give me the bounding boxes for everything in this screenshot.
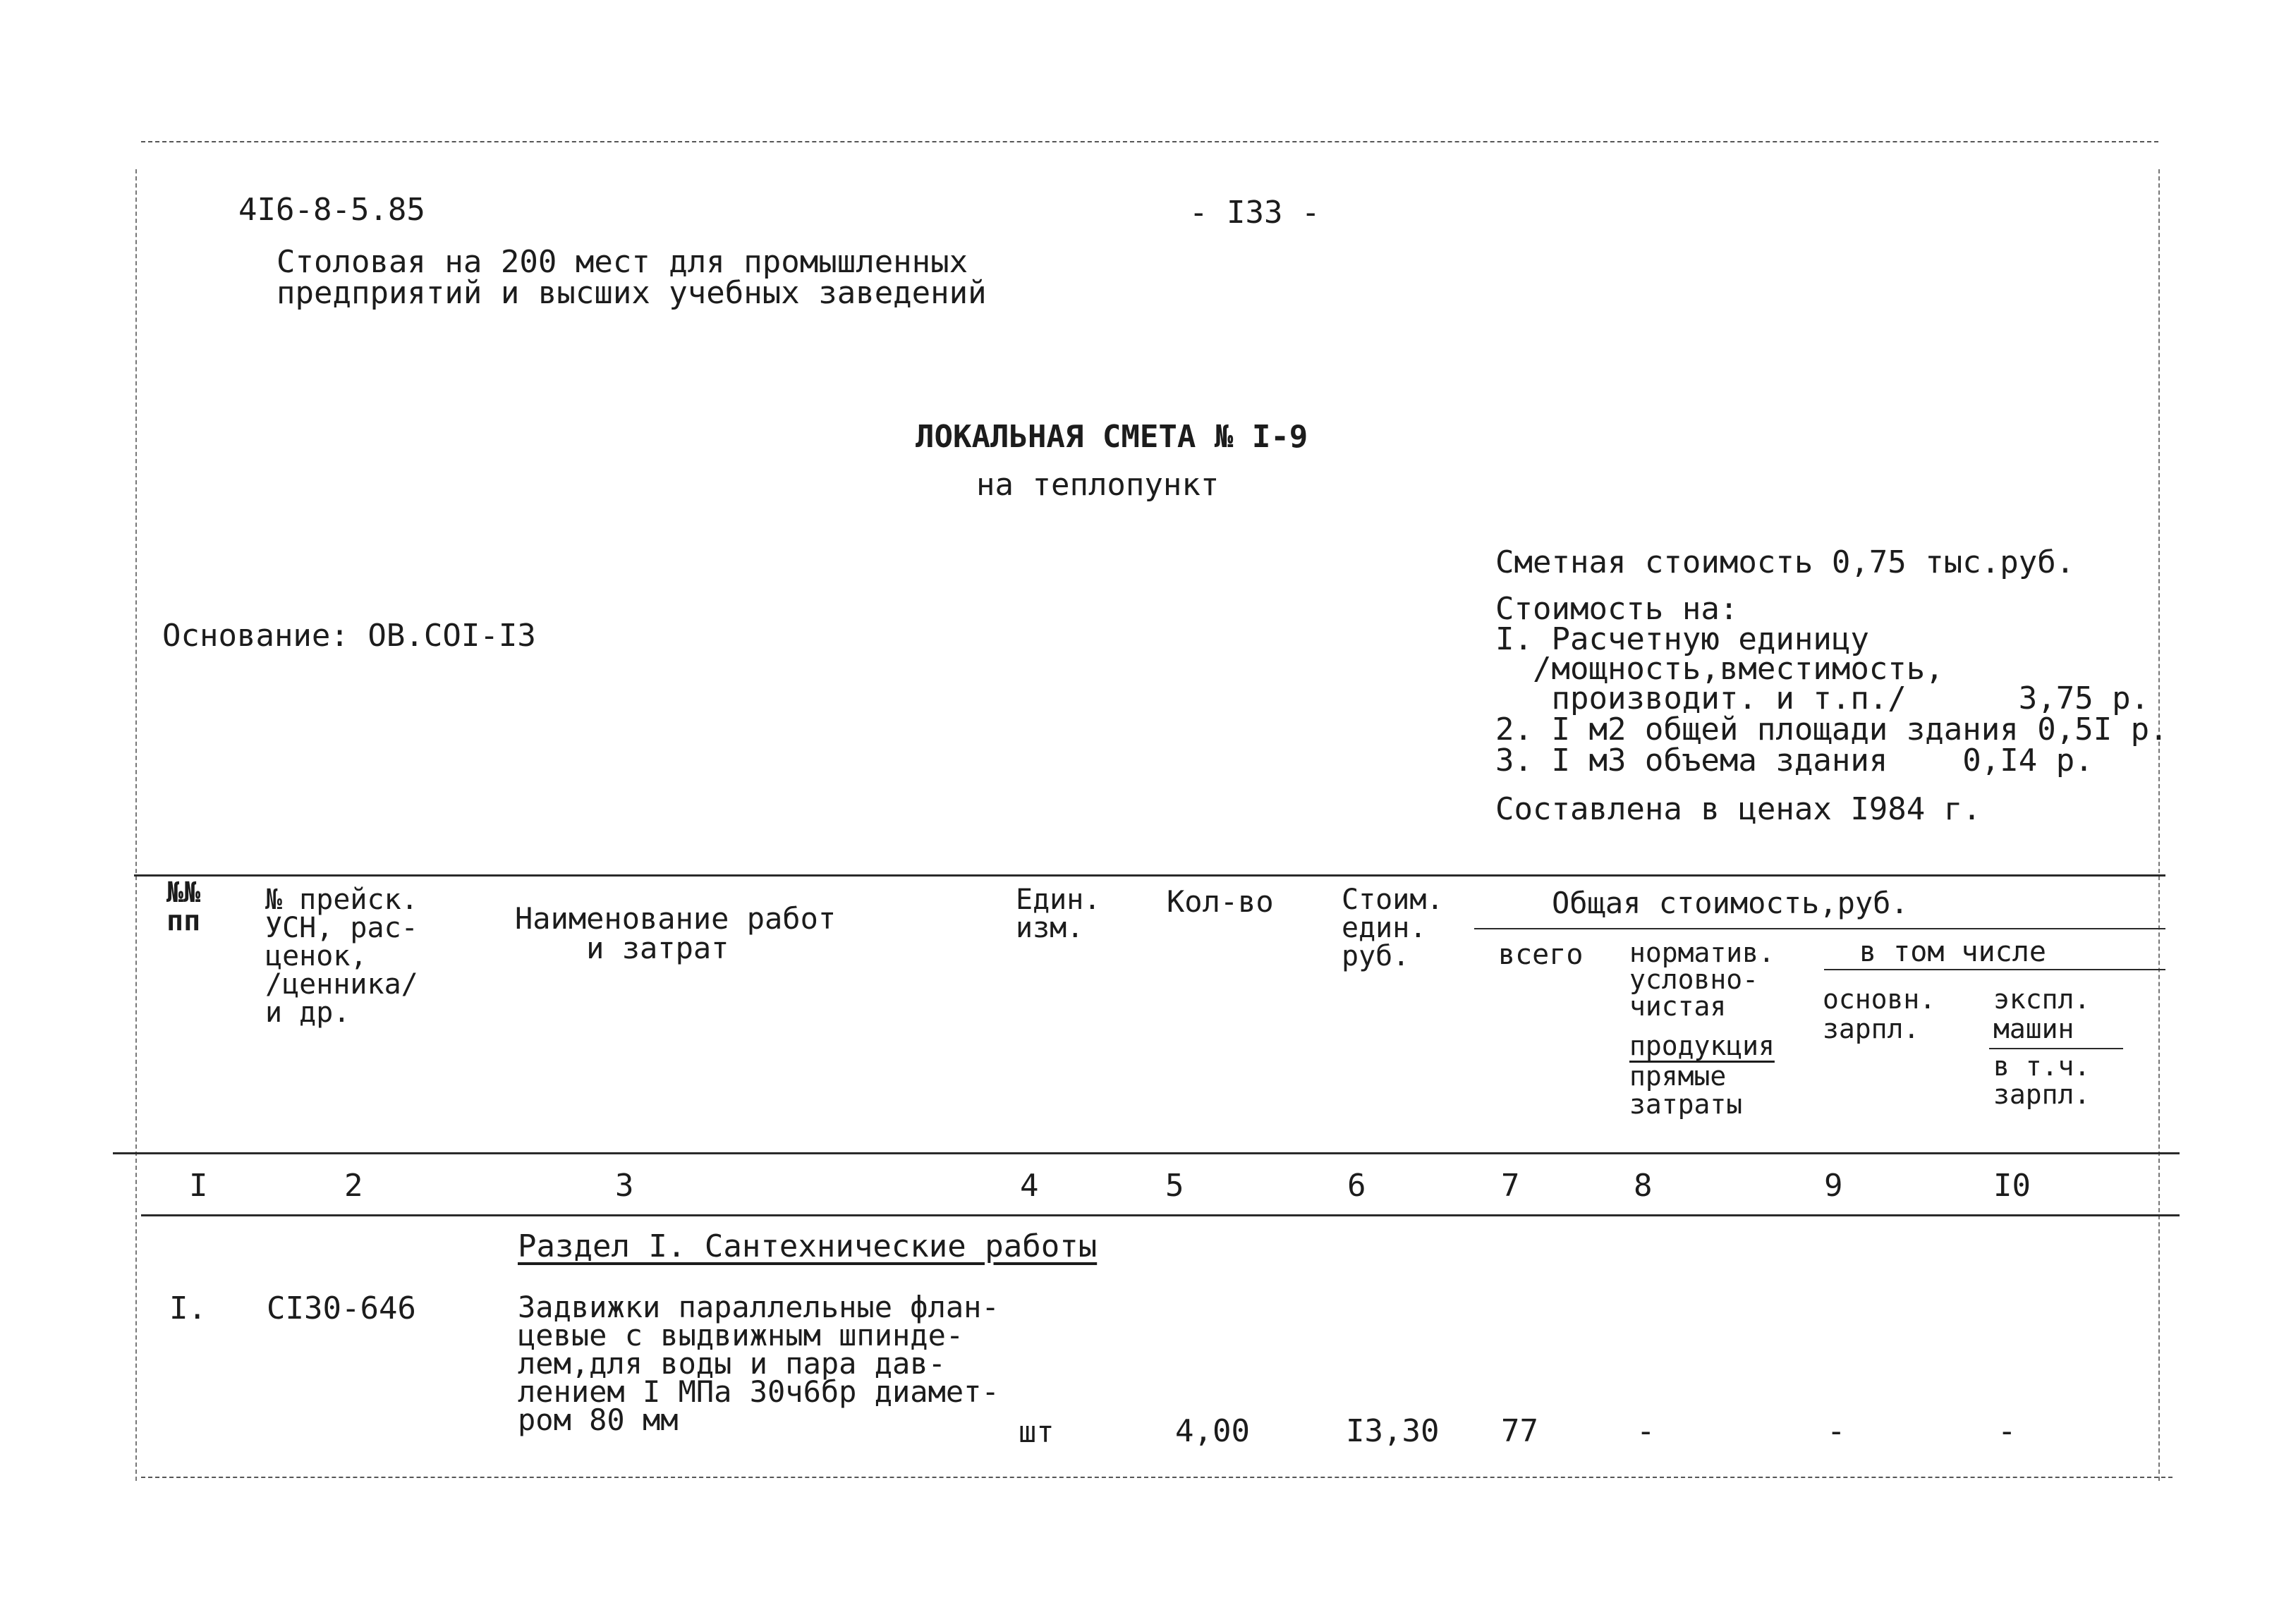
cost-item-1-line-2: /мощность,вместимость, bbox=[1495, 651, 1944, 687]
header-normative-mid: продукция bbox=[1629, 1030, 1775, 1061]
cost-item-2: 2. I м2 общей площади здания 0,5I р. bbox=[1495, 712, 2168, 747]
header-total-group: Общая стоимость,руб. bbox=[1552, 886, 1909, 920]
cost-per-heading: Стоимость на: bbox=[1495, 591, 1739, 627]
subtitle-line-1: Столовая на 200 мест для промышленных bbox=[276, 244, 968, 280]
header-unit-cost: Стоим. един. руб. bbox=[1342, 884, 1444, 972]
row-num: I. bbox=[169, 1290, 207, 1326]
machines-rule bbox=[1989, 1048, 2123, 1049]
column-number-2: 2 bbox=[344, 1168, 363, 1204]
header-name: Наименование работ и затрат bbox=[515, 901, 837, 965]
header-normative-top: норматив. условно- чистая bbox=[1629, 937, 1775, 1022]
row-base-wage: - bbox=[1827, 1413, 1846, 1449]
header-normative-bottom: прямые затраты bbox=[1629, 1061, 1743, 1120]
header-qty: Кол-во bbox=[1167, 884, 1274, 919]
subtitle-line-2: предприятий и высших учебных заведений bbox=[276, 275, 987, 311]
row-unit: шт bbox=[1019, 1415, 1055, 1449]
section-title: Раздел I. Сантехнические работы bbox=[518, 1228, 1098, 1264]
row-normative: - bbox=[1636, 1413, 1655, 1449]
header-base-wage: основн. зарпл. bbox=[1823, 984, 1936, 1044]
header-machines-top: экспл. машин bbox=[1993, 984, 2091, 1044]
row-total: 77 bbox=[1501, 1413, 1538, 1449]
row-price-ref: СI30-646 bbox=[267, 1290, 416, 1326]
cost-item-1-line-1: I. Расчетную единицу bbox=[1495, 621, 1869, 657]
estimated-cost: Сметная стоимость 0,75 тыс.руб. bbox=[1495, 544, 2075, 580]
cost-item-1-line-3: производит. и т.п./ 3,75 р. bbox=[1495, 680, 2150, 716]
header-price-ref: № прейск. УСН, рас- ценок, /ценника/ и др. bbox=[265, 884, 418, 1029]
estimate-subtitle: на теплопункт bbox=[976, 467, 1220, 503]
header-num: №№ пп bbox=[166, 877, 201, 937]
row-name: Задвижки параллельные флан- цевые с выдвижным шпинде- лем,для воды и пара дав- лением I МПа 30ч6бр диамет- ром 80 мм bbox=[518, 1290, 999, 1437]
column-number-10: I0 bbox=[1993, 1168, 2031, 1204]
including-rule bbox=[1824, 969, 2165, 970]
prices-year: Составлена в ценах I984 г. bbox=[1495, 791, 1981, 827]
page-number: - I33 - bbox=[1189, 195, 1320, 231]
left-border-line bbox=[135, 169, 137, 1481]
column-number-9: 9 bbox=[1824, 1168, 1843, 1204]
column-number-8: 8 bbox=[1634, 1168, 1653, 1204]
doc-code: 4I6-8-5.85 bbox=[238, 192, 425, 228]
column-number-5: 5 bbox=[1165, 1168, 1184, 1204]
row-qty: 4,00 bbox=[1175, 1413, 1250, 1449]
estimate-title: ЛОКАЛЬНАЯ СМЕТА № I-9 bbox=[916, 419, 1308, 455]
row-machines: - bbox=[1998, 1413, 2017, 1449]
table-top-rule bbox=[134, 874, 2165, 877]
column-number-7: 7 bbox=[1501, 1168, 1520, 1204]
right-border-line bbox=[2158, 169, 2160, 1481]
column-numbers-rule bbox=[141, 1214, 2180, 1216]
row-unit-cost: I3,30 bbox=[1346, 1413, 1440, 1449]
total-group-rule bbox=[1474, 928, 2165, 929]
header-total: всего bbox=[1498, 939, 1584, 971]
column-number-6: 6 bbox=[1347, 1168, 1366, 1204]
basis-reference: Основание: ОВ.СОI-I3 bbox=[162, 618, 536, 654]
header-unit: Един. изм. bbox=[1016, 884, 1101, 944]
table-bottom-rule bbox=[141, 1477, 2172, 1478]
column-number-3: 3 bbox=[615, 1168, 634, 1204]
column-number-1: I bbox=[189, 1168, 208, 1204]
cost-item-3: 3. I м3 объема здания 0,I4 р. bbox=[1495, 743, 2094, 779]
header-including: в том числе bbox=[1859, 936, 2046, 968]
header-bottom-rule bbox=[113, 1152, 2180, 1154]
top-border-line bbox=[141, 141, 2158, 142]
column-number-4: 4 bbox=[1020, 1168, 1039, 1204]
header-machines-bottom: в т.ч. зарпл. bbox=[1993, 1051, 2091, 1110]
